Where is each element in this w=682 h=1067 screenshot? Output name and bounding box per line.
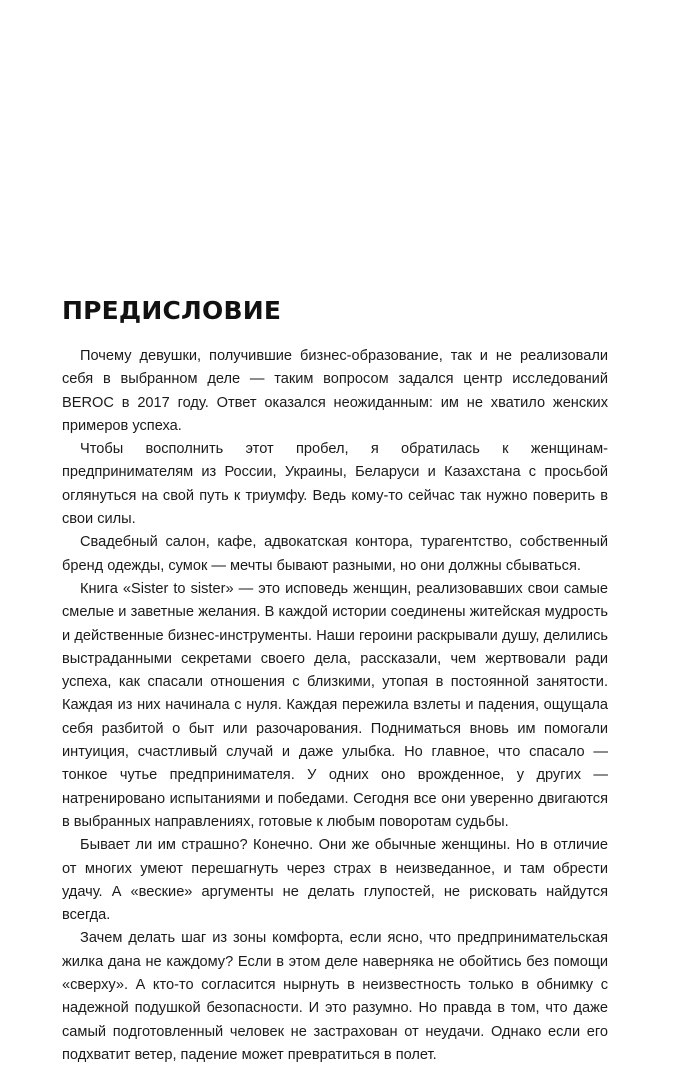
paragraph-5: Бывает ли им страшно? Конечно. Они же обычные женщины. Но в отличие от многих умеют перешагнуть через страх в неизведанное, и там обрести удачу. А «веские» аргументы не делать глупостей, не рисковать найдутся всегда. (62, 837, 608, 924)
paragraph-1: Почему девушки, получившие бизнес-образование, так и не реализовали себя в выбранном деле — таким вопросом задался центр исследований BEROC в 2017 году. Ответ оказался неожиданным: им не хватило женских примеров успеха. (62, 348, 608, 434)
paragraph-2: Чтобы восполнить этот пробел, я обратилась к женщинам-предпринимателям из России, Украины, Беларуси и Казахстана с просьбой оглянуться на свой путь к триумфу. Ведь кому-то сейчас так нужно поверить в свои силы. (62, 441, 608, 528)
paragraph-3: Свадебный салон, кафе, адвокатская контора, турагентство, собственный бренд одежды, сумок — мечты бывают разными, но они должны сбываться. (62, 534, 608, 574)
paragraph-4: Книга «Sister to sister» — это исповедь женщин, реализовавших свои самые смелые и заветные желания. В каждой истории соединены житейская мудрость и действенные бизнес-инструменты. Наши героини раскрывали душу, делились выстраданными секретами своего дела, рассказали, чем жертвовали ради успеха, как спасали отношения с близкими, утопая в постоянной занятости. Каждая из них начинала с нуля. Каждая пережила взлеты и падения, ощущала себя разбитой о быт или разочарования. Подниматься вновь им помогали интуиция, счастливый случай и даже улыбка. Но главное, что спасало — тонкое чутье предпринимателя. У одних оно врожденное, у других — натренировано испытаниями и победами. Сегодня все они уверенно двигаются в выбранных направлениях, готовые к любым поворотам судьбы. (62, 580, 608, 830)
preface-body (62, 345, 608, 1067)
paragraph-6: Зачем делать шаг из зоны комфорта, если ясно, что предпринимательская жилка дана не каждому? Если в этом деле наверняка не обойтись без помощи «сверху». А кто-то согласится нырнуть в неизвестность только в обнимку с надежной подушкой безопасности. И это разумно. Но правда в том, что даже самый подготовленный человек не застрахован от неудачи. Однако если его подхватит ветер, падение может превратиться в полет. (62, 930, 608, 1063)
page-title: ПРЕДИСЛОВИЕ (62, 296, 282, 325)
